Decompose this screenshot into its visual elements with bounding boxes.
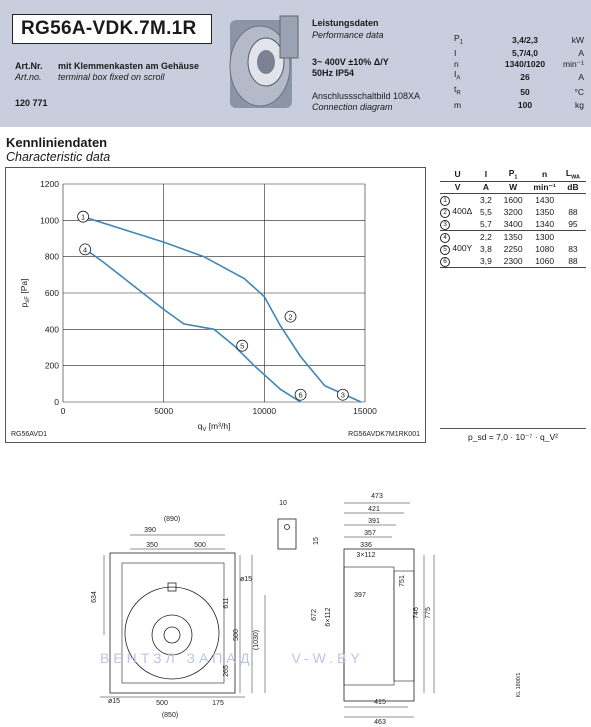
table-row-cell bbox=[560, 194, 586, 207]
front-dimension: (1030) bbox=[253, 629, 260, 651]
x-axis-label: $q_V$ [m³/h] bbox=[197, 421, 231, 433]
side-dimension: 391 bbox=[368, 518, 380, 525]
side-dimension: 421 bbox=[368, 506, 380, 513]
front-dimension: 611 bbox=[223, 597, 230, 609]
perf-symbol: $I_A$ bbox=[454, 69, 461, 82]
perf-symbol: $P_1$ bbox=[454, 33, 464, 46]
side-dimension: 463 bbox=[374, 719, 386, 726]
front-dimension: 500 bbox=[233, 629, 240, 641]
wiring-de: Anschlussschaltbild 108XA bbox=[312, 91, 421, 101]
perf-row-2 bbox=[452, 59, 586, 70]
y-tick-label: 200 bbox=[44, 360, 59, 371]
table-row bbox=[440, 231, 586, 244]
curve-1-2-3 bbox=[83, 217, 361, 402]
table-row-cell: 2,2 bbox=[480, 232, 492, 243]
perf-row-1 bbox=[452, 48, 586, 59]
table-row-cell: 2 400Δ bbox=[440, 206, 475, 218]
operating-point-marker: 5 bbox=[440, 245, 450, 255]
front-dimension: 500 bbox=[194, 542, 206, 549]
y-tick-label: 600 bbox=[44, 288, 59, 298]
front-inlet bbox=[152, 615, 192, 655]
perf-unit: kW bbox=[571, 35, 584, 46]
wiring-en: Connection diagram bbox=[312, 102, 393, 112]
front-dimension: ø15 bbox=[239, 576, 253, 583]
table-row-cell: 2300 bbox=[503, 256, 523, 267]
perf-value: 5,7/4,0 bbox=[512, 48, 538, 59]
table-row-cell: 2250 bbox=[503, 244, 523, 255]
operating-point-marker: 2 bbox=[440, 208, 450, 218]
front-dimension: 175 bbox=[212, 700, 224, 707]
y-tick-label: 1200 bbox=[40, 179, 59, 189]
front-dimension: (890) bbox=[163, 516, 181, 523]
perf-unit: A bbox=[578, 48, 584, 59]
front-dimension: (850) bbox=[161, 712, 179, 719]
svg-text:5: 5 bbox=[240, 341, 245, 351]
y-axis-label: $p_{sF}$ [Pa] bbox=[19, 278, 31, 308]
table-row-cell: 95 bbox=[568, 219, 578, 230]
section-subtitle: Characteristic data bbox=[6, 150, 111, 164]
table-row-cell: 3,9 bbox=[480, 256, 492, 267]
artnr-label-de: Art.Nr. bbox=[15, 61, 43, 71]
watermark-text: ВЕНТЗЛ ЗАПАД bbox=[100, 650, 254, 666]
svg-text:2: 2 bbox=[288, 312, 293, 322]
side-dimension: 746 bbox=[413, 607, 420, 619]
side-dimension: 775 bbox=[425, 607, 432, 619]
table-row-cell: 1060 bbox=[535, 256, 555, 267]
perf-value: 26 bbox=[520, 71, 530, 82]
table-row-cell: 5,7 bbox=[480, 219, 492, 230]
perf-value: 3,4/2,3 bbox=[512, 35, 538, 46]
perf-row-5 bbox=[452, 100, 586, 111]
table-head-units-cell: A bbox=[482, 182, 489, 193]
side-dimension: 415 bbox=[374, 699, 386, 706]
operating-point-marker: 3 bbox=[440, 220, 450, 230]
perf-row-4 bbox=[452, 84, 586, 99]
table-head-units-cell: dB bbox=[567, 182, 579, 193]
x-tick-label: 0 bbox=[60, 406, 66, 416]
side-dimension: 6×112 bbox=[325, 607, 332, 627]
table-row-cell bbox=[440, 194, 475, 207]
mount-detail bbox=[278, 519, 296, 549]
table-head-symbols-cell: I bbox=[484, 169, 488, 180]
freq-spec: 50Hz IP54 bbox=[312, 68, 355, 78]
watermark bbox=[100, 650, 364, 666]
operating-point-1 bbox=[78, 211, 89, 222]
side-dimension: 357 bbox=[364, 530, 376, 537]
table-row-cell: 3,8 bbox=[480, 244, 492, 255]
operating-point-2 bbox=[285, 311, 296, 322]
table-row-cell: 1080 bbox=[535, 244, 555, 255]
perf-symbol: I bbox=[454, 48, 457, 59]
front-hub bbox=[164, 627, 180, 643]
y-tick-label: 0 bbox=[54, 397, 59, 407]
table-row-cell: 3200 bbox=[503, 207, 523, 218]
table-head-units-cell: V bbox=[454, 182, 461, 193]
perf-row-0 bbox=[452, 33, 586, 48]
table-row bbox=[440, 243, 586, 255]
table-row-cell: 3400 bbox=[503, 219, 523, 230]
artnr-text-de: mit Klemmenkasten am Gehäuse bbox=[58, 61, 200, 71]
article-number: 120 771 bbox=[15, 98, 48, 108]
table-row-cell: 1350 bbox=[503, 232, 523, 243]
front-dimension: 390 bbox=[144, 527, 156, 534]
operating-point-6 bbox=[295, 389, 306, 400]
table-row bbox=[440, 194, 586, 207]
table-head-symbols-cell: $L_{WA}$ bbox=[565, 168, 580, 181]
artnr-text-en: terminal box fixed on scroll bbox=[58, 72, 165, 82]
y-tick-label: 400 bbox=[44, 324, 59, 335]
table-row bbox=[440, 255, 586, 268]
table-row-cell bbox=[440, 218, 475, 231]
side-dimension: 473 bbox=[371, 493, 383, 500]
perf-value: 50 bbox=[520, 86, 530, 97]
side-outline bbox=[344, 549, 414, 701]
fan-product-image bbox=[226, 12, 304, 112]
svg-text:6: 6 bbox=[298, 390, 303, 400]
x-tick-label: 10000 bbox=[252, 406, 277, 416]
formula: p_sd = 7,0 · 10⁻⁷ · q_V² bbox=[440, 428, 586, 443]
side-dimension: 397 bbox=[354, 592, 366, 599]
table-row-cell: 1600 bbox=[503, 195, 523, 206]
perf-title-de: Leistungsdaten bbox=[312, 18, 379, 28]
fan-outlet bbox=[280, 16, 298, 58]
front-dimension: 350 bbox=[146, 542, 158, 549]
svg-text:4: 4 bbox=[83, 245, 88, 255]
table-row-cell bbox=[440, 231, 475, 244]
chart-footer-right: RG56AVDK7M1RK001 bbox=[348, 431, 420, 438]
perf-symbol: $t_R$ bbox=[454, 84, 461, 98]
chart-footer-left: RG56AVD1 bbox=[11, 431, 48, 438]
perf-row-3 bbox=[452, 69, 586, 84]
operating-point-marker: 4 bbox=[440, 233, 450, 243]
svg-text:3: 3 bbox=[340, 390, 345, 400]
table-row-cell: 83 bbox=[568, 244, 578, 255]
y-tick-label: 800 bbox=[44, 251, 59, 262]
table-row-cell: 1350 bbox=[535, 207, 555, 218]
front-outline bbox=[110, 553, 235, 693]
fan-hub bbox=[257, 50, 275, 74]
table-row-cell: 1340 bbox=[535, 219, 555, 230]
table-head-symbols bbox=[440, 168, 586, 181]
watermark-url: V-W.BY bbox=[291, 650, 364, 666]
perf-value: 100 bbox=[517, 99, 533, 110]
table-row-cell: 5,5 bbox=[480, 207, 492, 218]
section-title: Kennliniendaten bbox=[6, 135, 108, 150]
characteristic-table bbox=[440, 168, 586, 268]
perf-value: 1340/1020 bbox=[504, 58, 546, 69]
model-title: RG56A-VDK.7M.1R bbox=[12, 14, 212, 44]
table-row-cell bbox=[440, 255, 475, 268]
dimension-drawing bbox=[0, 485, 591, 727]
front-dimension: 500 bbox=[156, 700, 168, 707]
table-row-cell: 1430 bbox=[535, 195, 555, 206]
front-dimension: 265 bbox=[223, 665, 230, 677]
side-dimension: 751 bbox=[399, 575, 406, 587]
mount-hole bbox=[285, 525, 290, 530]
table-head-units bbox=[440, 181, 586, 194]
operating-point-marker: 6 bbox=[440, 257, 450, 267]
table-head-symbols-cell: $P_1$ bbox=[508, 168, 518, 181]
operating-point-marker: 1 bbox=[440, 196, 450, 206]
characteristic-chart bbox=[5, 167, 426, 443]
side-dimension: 336 bbox=[360, 542, 372, 549]
side-scroll bbox=[344, 567, 394, 685]
table-row-cell: 88 bbox=[568, 207, 578, 218]
side-dimension: 672 bbox=[311, 609, 318, 621]
table-head-symbols-cell: n bbox=[542, 169, 548, 180]
side-dimension: 3×112 bbox=[356, 552, 376, 559]
perf-unit: kg bbox=[575, 99, 584, 110]
table-row-cell: 3,2 bbox=[480, 195, 492, 206]
operating-point-3 bbox=[337, 389, 348, 400]
front-dimension: ø15 bbox=[107, 698, 121, 705]
perf-unit: °C bbox=[574, 86, 584, 97]
operating-point-4 bbox=[80, 244, 91, 255]
table-row bbox=[440, 206, 586, 218]
perf-spec-table bbox=[452, 33, 586, 110]
perf-unit: A bbox=[578, 71, 584, 82]
perf-symbol: n bbox=[454, 58, 459, 69]
svg-text:1: 1 bbox=[81, 212, 86, 222]
table-head-symbols-cell: U bbox=[454, 169, 461, 180]
perf-unit: min⁻¹ bbox=[562, 58, 584, 69]
table-head-units-cell: W bbox=[509, 182, 518, 193]
table-row bbox=[440, 218, 586, 231]
perf-symbol: m bbox=[454, 99, 462, 110]
artnr-label-en: Art.no. bbox=[15, 72, 42, 82]
detail-dimension: 15 bbox=[313, 537, 320, 545]
operating-point-5 bbox=[237, 340, 248, 351]
front-dimension: 634 bbox=[91, 591, 98, 603]
y-tick-label: 1000 bbox=[40, 215, 59, 226]
doc-code: KL 1800/1 bbox=[516, 672, 522, 698]
detail-dimension: 10 bbox=[279, 500, 287, 507]
perf-title-en: Performance data bbox=[312, 30, 384, 40]
table-row-cell bbox=[560, 231, 586, 244]
table-head-units-cell: min⁻¹ bbox=[533, 181, 556, 192]
table-row-cell: 1300 bbox=[535, 232, 555, 243]
table-row-cell: 5 400Y bbox=[440, 243, 475, 255]
x-tick-label: 15000 bbox=[353, 406, 377, 416]
curve-4-5-6 bbox=[83, 248, 301, 402]
x-tick-label: 5000 bbox=[154, 406, 174, 416]
table-row-cell: 88 bbox=[568, 256, 578, 267]
voltage-spec: 3~ 400V ±10% Δ/Y bbox=[312, 57, 389, 67]
